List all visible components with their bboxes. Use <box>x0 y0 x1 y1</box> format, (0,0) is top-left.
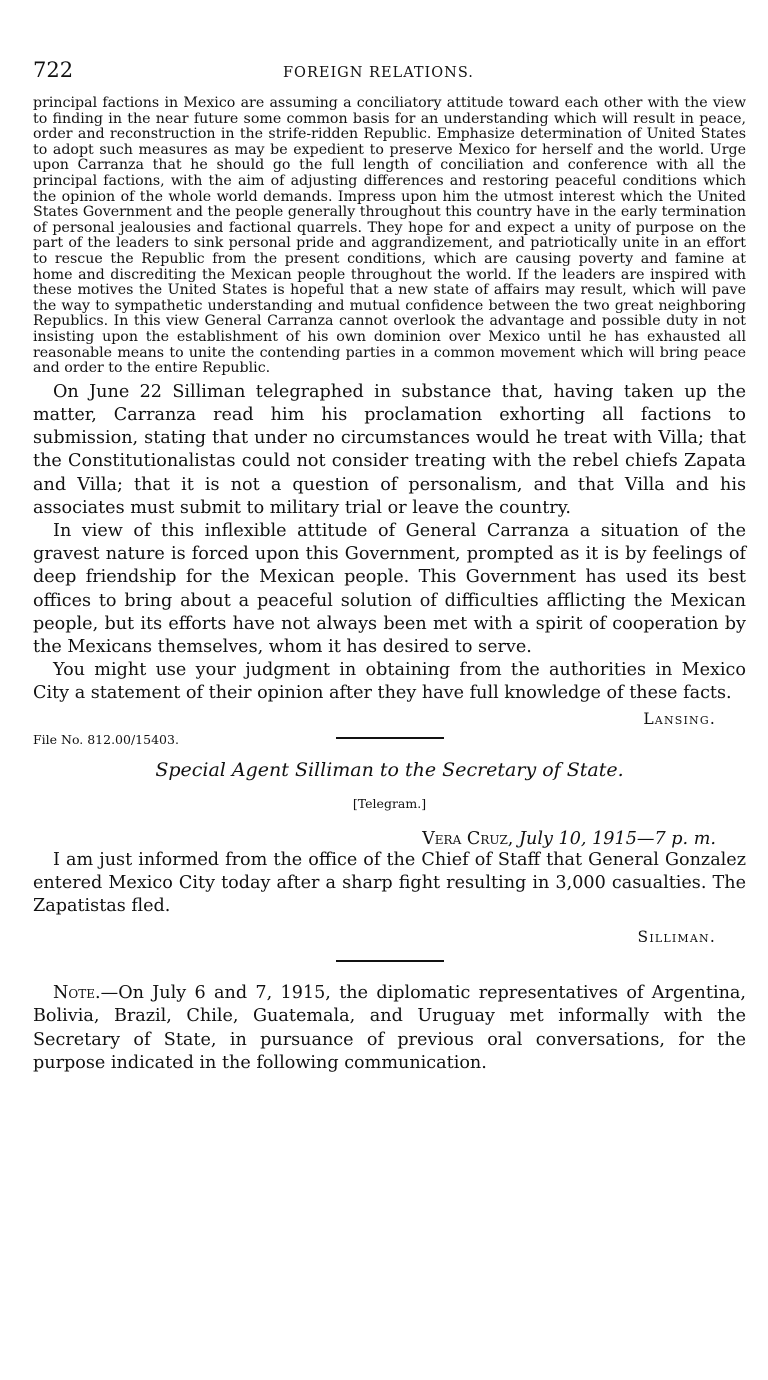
page-header <box>33 58 746 82</box>
paragraph-june-22: On June 22 Silliman telegraphed in substance that, having taken up the matter, Carranza read him his proclamation exhorting all factions to submission, stating that under no circumstances would he treat with Villa; that the Constitutionalistas could not consider treating with the rebel chiefs Zapata and Villa; that it is not a question of personalism, and that Villa and his associates must submit to military trial or leave the country. <box>33 381 746 518</box>
dateline <box>33 829 716 849</box>
running-head: FOREIGN RELATIONS. <box>283 65 474 81</box>
note-label: Note. <box>53 983 101 1004</box>
note-text: —On July 6 and 7, 1915, the diplomatic representatives of Argentina, Bolivia, Brazil, Chile, Guatemala, and Uruguay met informally with the Secretary of State, in pursuance of previous oral conversations, for the purpose indicated in the following communication. <box>33 983 746 1073</box>
telegram-body: I am just informed from the office of the Chief of Staff that General Gonzalez entered Mexico City today after a sharp fight resulting in 3,000 casualties. The Zapatistas fled. <box>33 849 746 916</box>
note-divider <box>336 960 444 962</box>
telegram-label: [Telegram.] <box>352 795 427 811</box>
page-number: 722 <box>33 58 74 82</box>
signature-lansing: Lansing. <box>643 709 716 728</box>
document-title: Special Agent Silliman to the Secretary of State. <box>155 758 624 781</box>
signature-silliman: Silliman. <box>637 928 716 947</box>
dateline-place: Vera Cruz, <box>422 828 514 849</box>
note-paragraph <box>33 982 746 1075</box>
paragraph-judgment: You might use your judgment in obtaining from the authorities in Mexico City a statement of their opinion after they have full knowledge of these facts. <box>33 660 746 704</box>
section-divider <box>336 737 444 739</box>
quoted-instructions: principal factions in Mexico are assuming a conciliatory attitude toward each other with the view to finding in the near future some common basis for an understanding which will result in peace, order and reconstruction in the strife-ridden Republic. Emphasize determination of United States to adopt such measures as may be expedient to preserve Mexico for herself and the world. Urge upon Carranza that he should go the full length of conciliation and conference with all the principal factions, with the aim of adjusting differences and restoring peaceful conditions which the opinion of the whole world demands. Impress upon him the utmost interest which the United States Government and the people generally throughout this country have in the early termination of personal jealousies and factional quarrels. They hope for and expect a unity of purpose on the part of the leaders to sink personal pride and aggrandizement, and patriotically unite in an effort to rescue the Republic from the present conditions, which are causing poverty and famine at home and discrediting the Mexican people throughout the world. If the leaders are inspired with these motives the United States is hopeful that a new state of affairs may result, which will pave the way to sympathetic understanding and mutual confidence between the two great neighboring Republics. In this view General Carranza cannot overlook the advantage and possible duty in not insisting upon the establishment of his own dominion over Mexico until he has exhausted all reasonable means to unite the contending parties in a common movement which will bring peace and order to the entire Republic. <box>33 95 746 377</box>
paragraph-inflexible-attitude: In view of this inflexible attitude of General Carranza a situation of the gravest nature is forced upon this Government, prompted as it is by feelings of deep friendship for the Mexican people. This Government has used its best offices to bring about a peaceful solution of difficulties afflicting the Mexican people, but its efforts have not always been met with a spirit of cooperation by the Mexicans themselves, whom it has desired to serve. <box>33 520 746 657</box>
file-number: File No. 812.00/15403. <box>33 731 179 747</box>
dateline-date: July 10, 1915—7 p. m. <box>519 828 716 849</box>
